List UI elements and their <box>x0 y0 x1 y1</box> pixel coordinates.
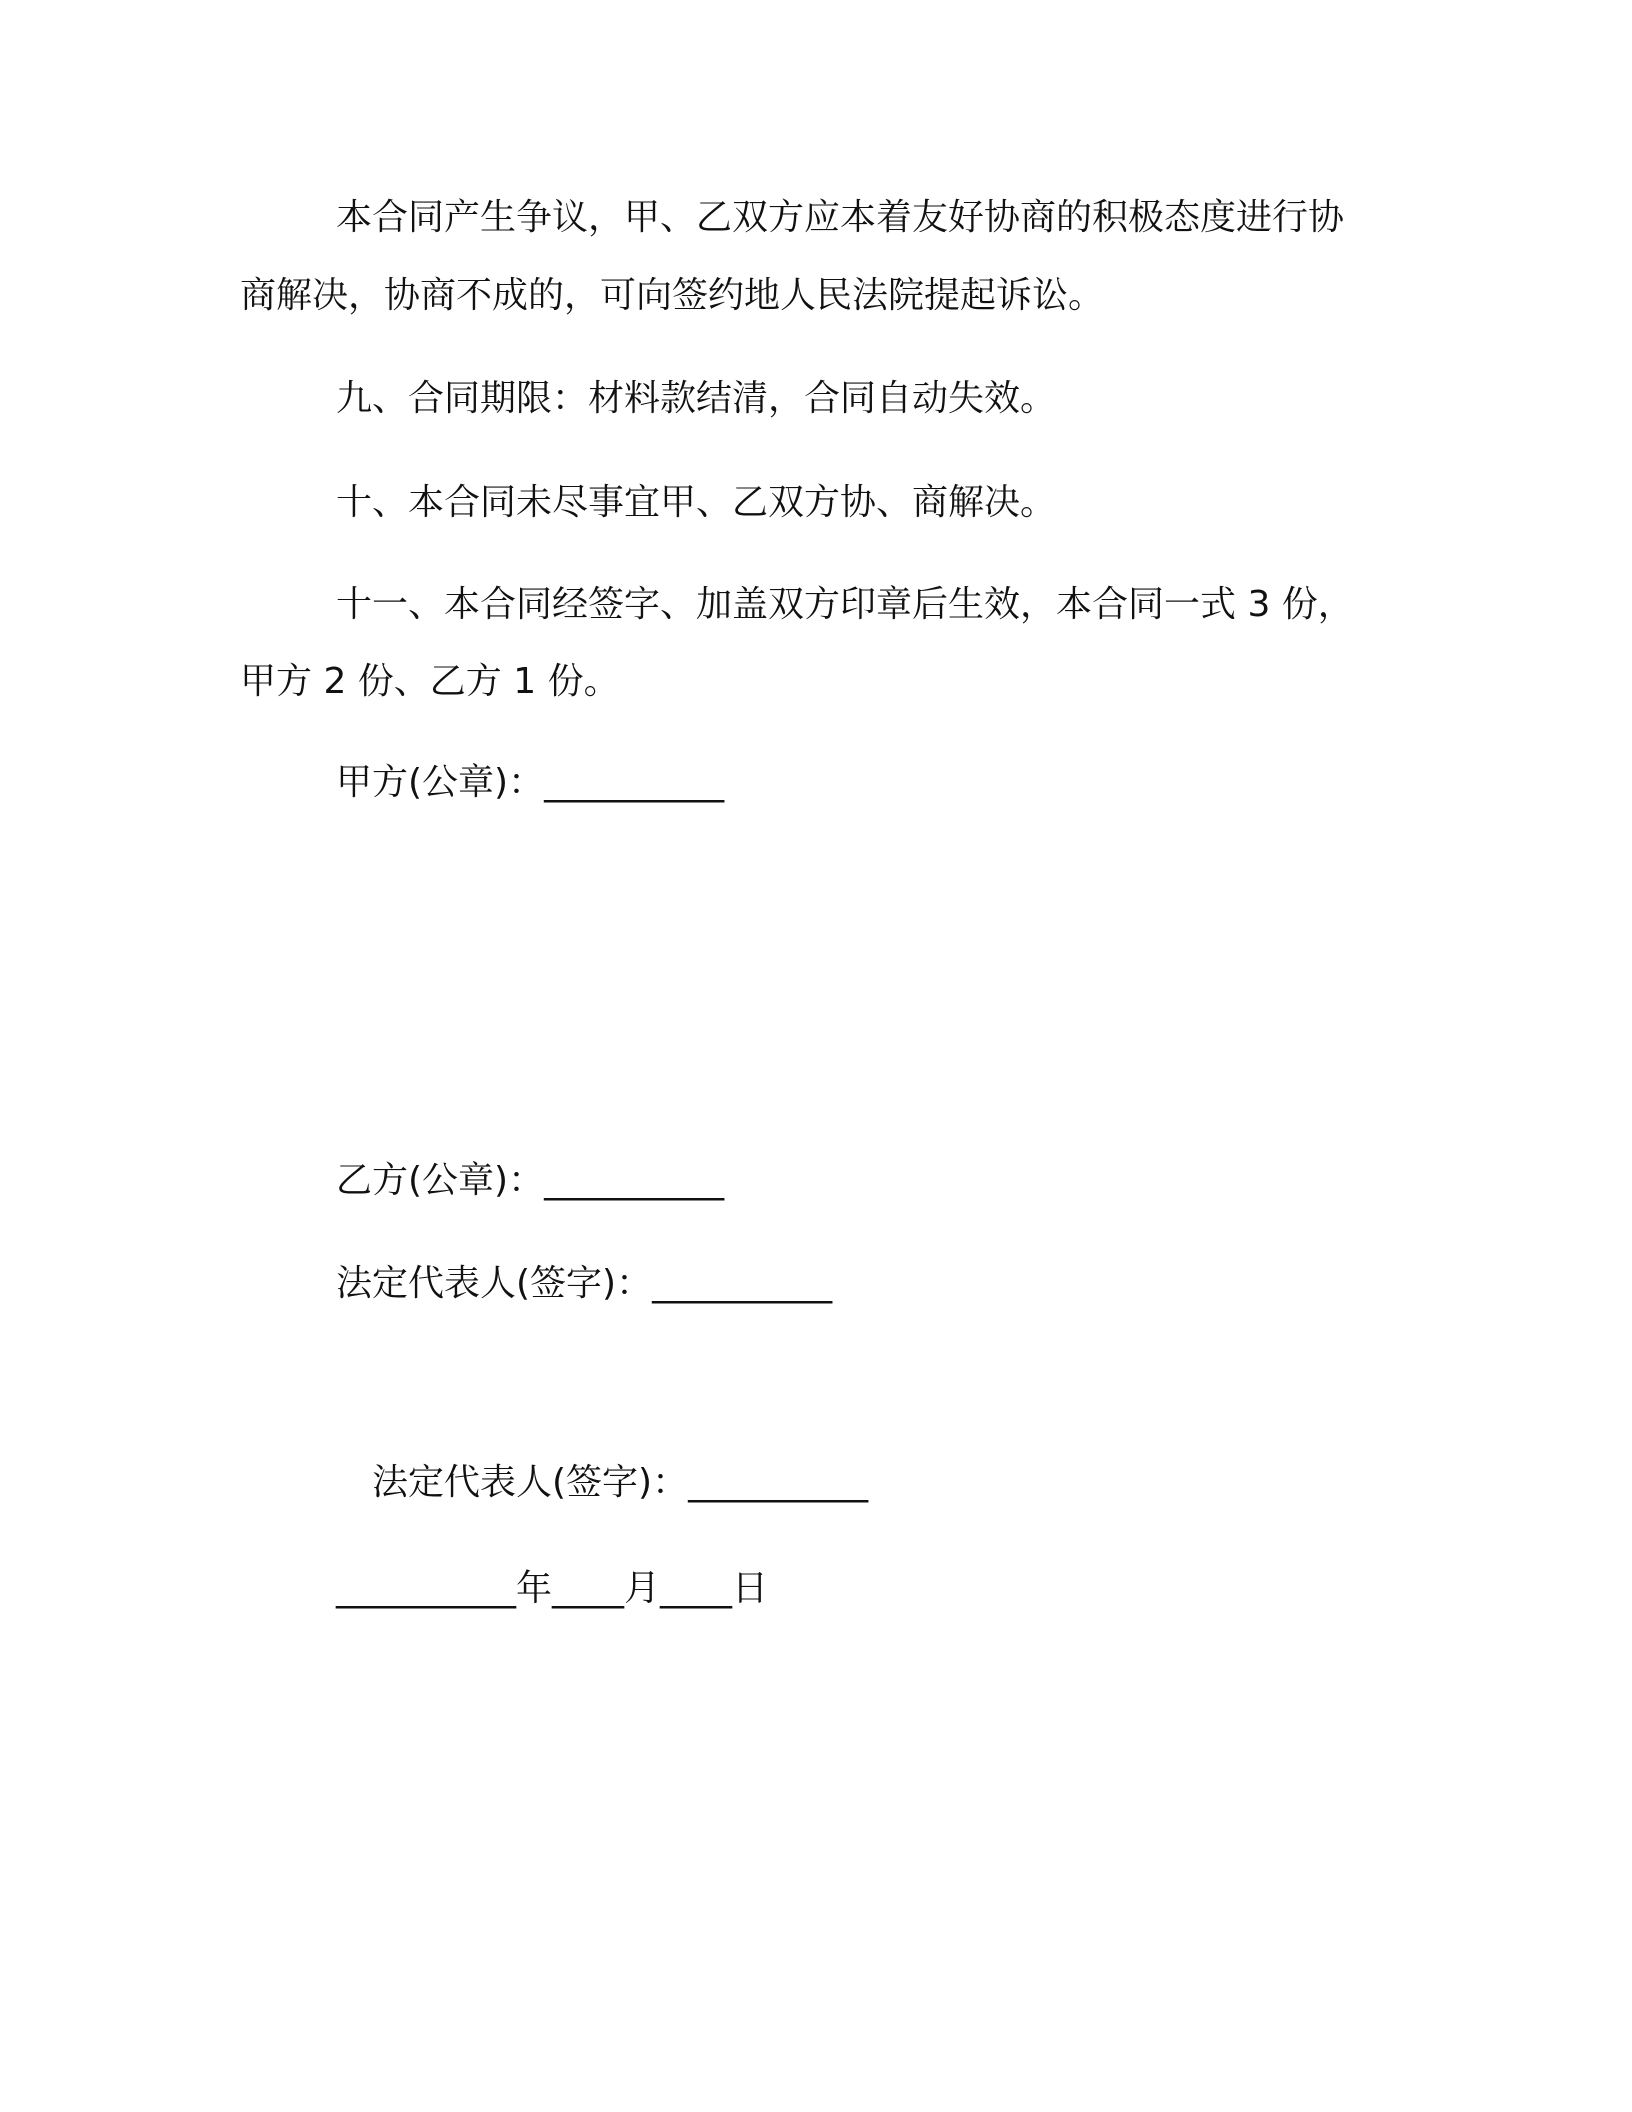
date-line: __________年____月____日 <box>336 1568 768 1609</box>
paragraph-dispute-line-1: 本合同产生争议，甲、乙双方应本着友好协商的积极态度进行协 <box>336 197 1345 238</box>
legal-representative-signature-line: 法定代表人(签字)：__________ <box>336 1263 833 1304</box>
legal-representative-signature-line-2: 法定代表人(签字)：__________ <box>372 1462 869 1503</box>
paragraph-contract-term: 九、合同期限：材料款结清，合同自动失效。 <box>336 378 1057 419</box>
party-b-seal-line: 乙方(公章)：__________ <box>336 1160 725 1201</box>
paragraph-unresolved-matters: 十、本合同未尽事宜甲、乙双方协、商解决。 <box>336 482 1057 523</box>
party-a-seal-line: 甲方(公章)：__________ <box>336 762 725 803</box>
paragraph-effectiveness-line-2: 甲方 2 份、乙方 1 份。 <box>240 661 620 702</box>
paragraph-effectiveness-line-1: 十一、本合同经签字、加盖双方印章后生效，本合同一式 3 份， <box>336 584 1354 625</box>
paragraph-dispute-line-2: 商解决，协商不成的，可向签约地人民法院提起诉讼。 <box>240 275 1105 316</box>
